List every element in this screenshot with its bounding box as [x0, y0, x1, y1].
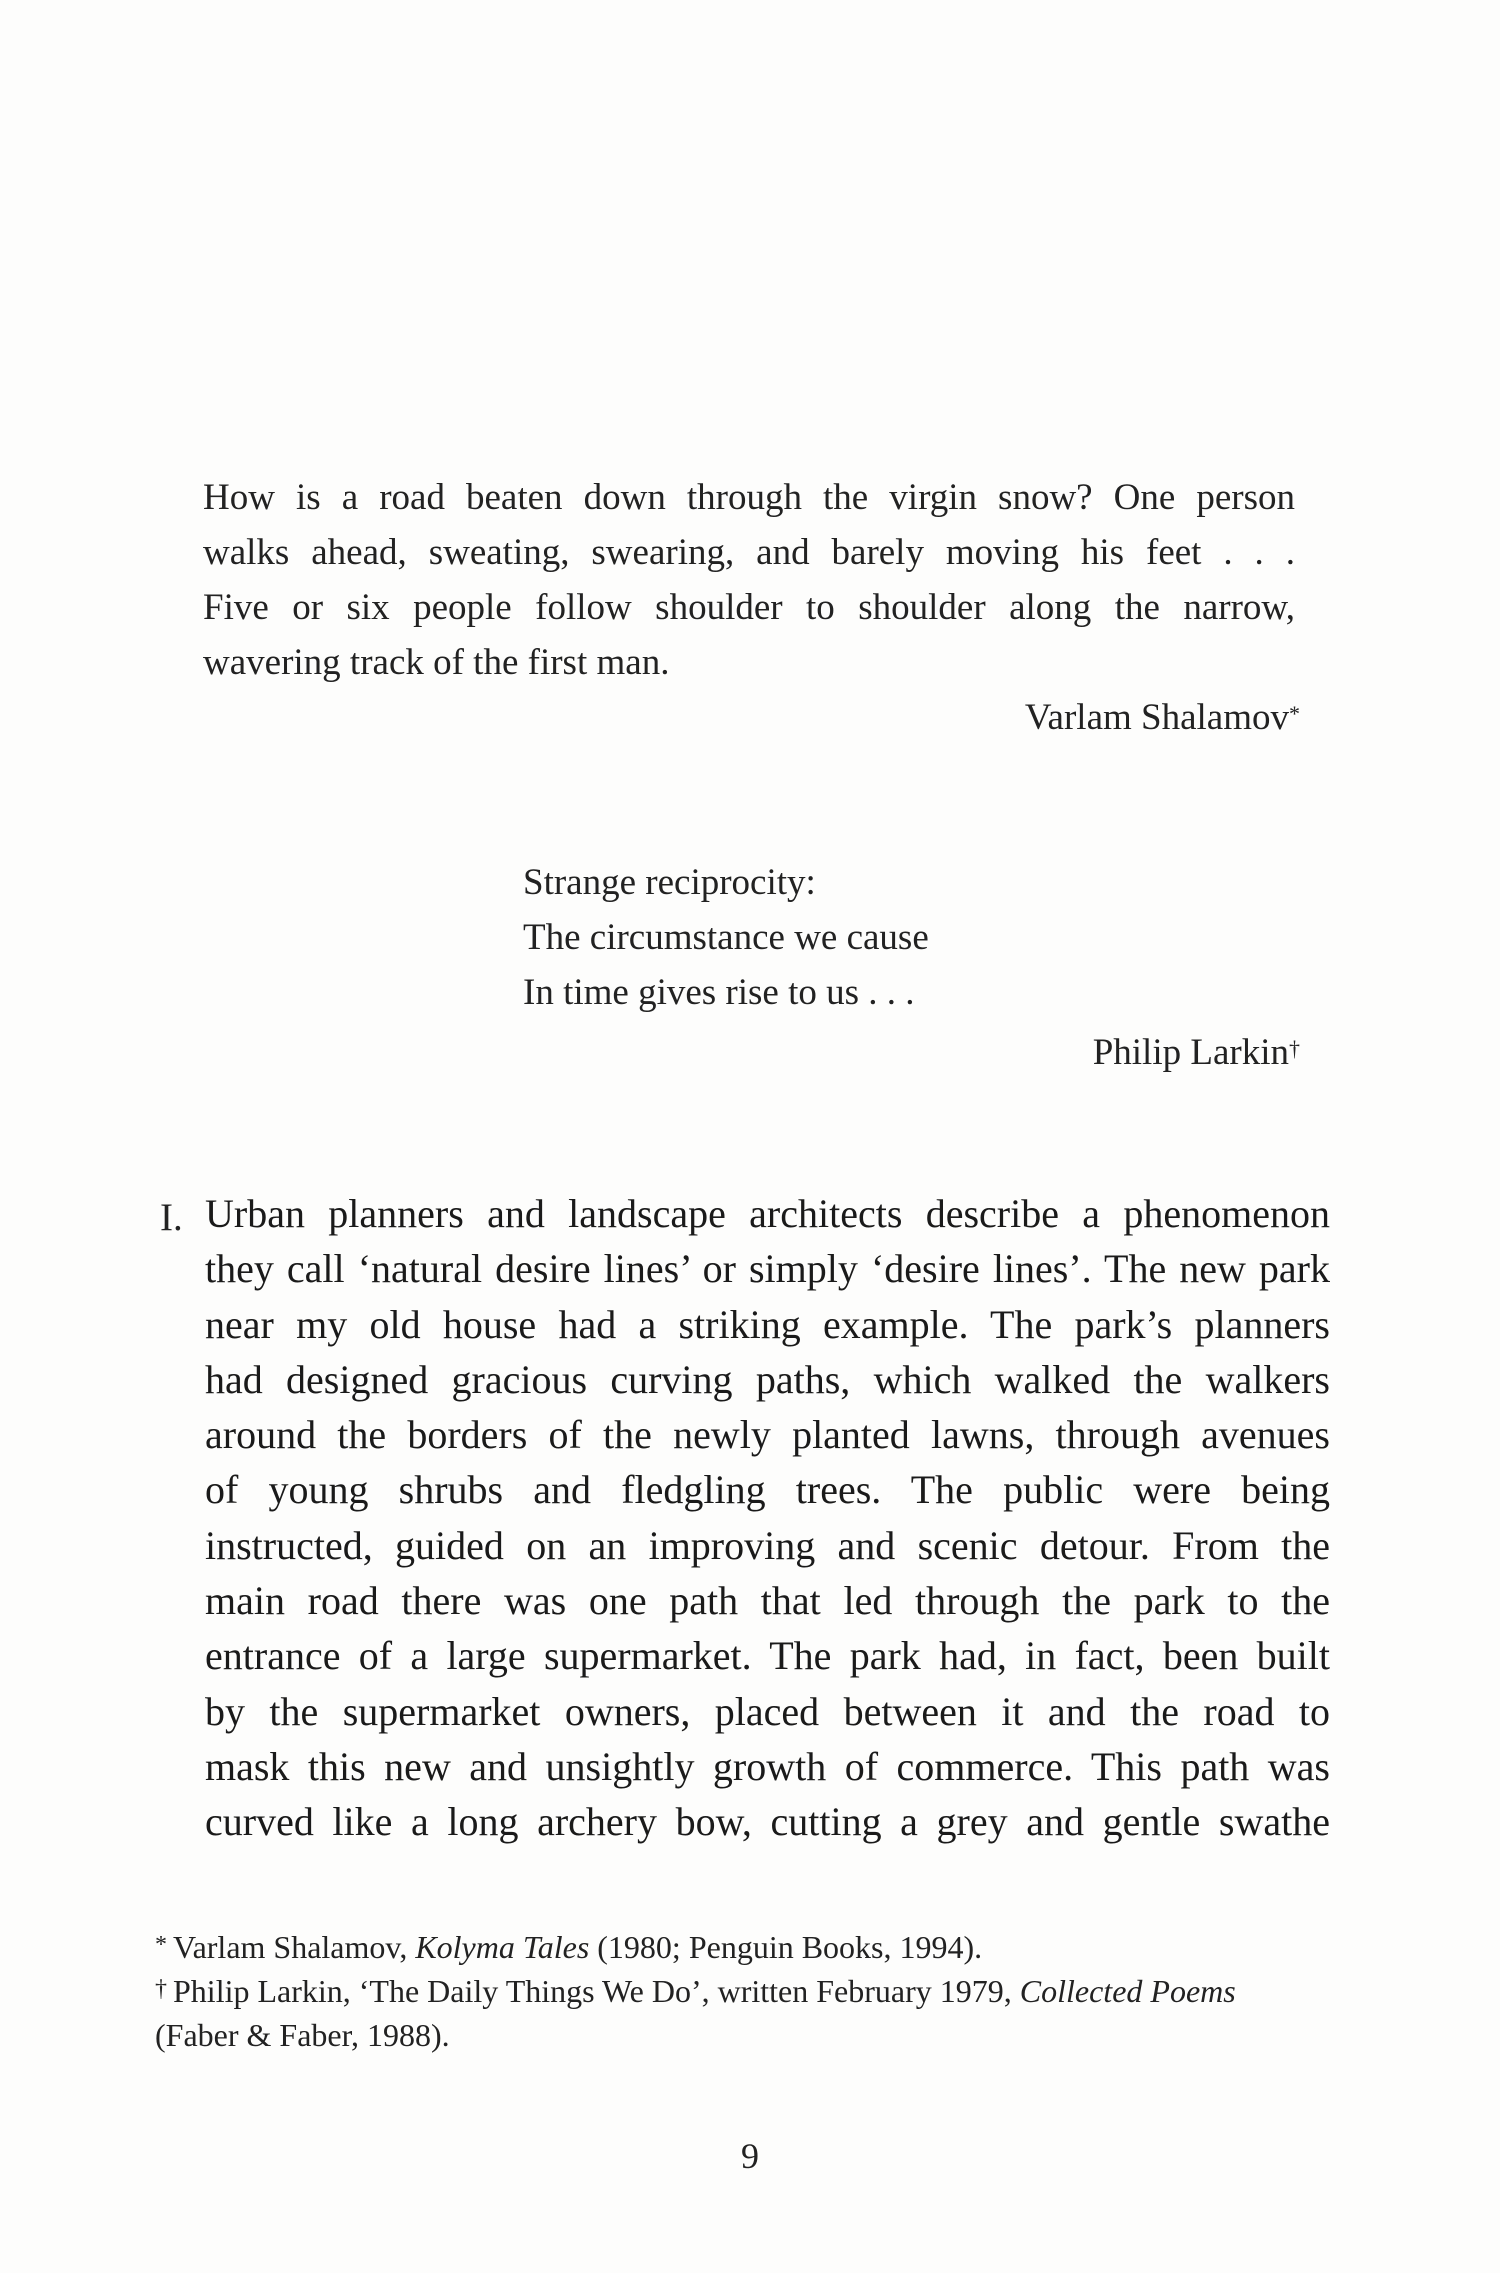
epigraph-attribution-larkin: [1093, 1025, 1300, 1080]
body-line: near my old house had a striking example. The park’s planners: [205, 1301, 1330, 1347]
footnote-text: Varlam Shalamov,: [173, 1929, 416, 1965]
epigraph-line: wavering track of the first man.: [203, 642, 670, 683]
body-line: they call ‘natural desire lines’ or simply ‘desire lines’. The new park: [205, 1246, 1330, 1292]
footnote-continuation: (Faber & Faber, 1988).: [155, 2017, 450, 2053]
body-line: instructed, guided on an improving and scenic detour. From the: [205, 1522, 1330, 1568]
footnote-mark: †: [155, 1976, 167, 2002]
section-number: I.: [160, 1196, 183, 1239]
footnote-text: Philip Larkin, ‘The Daily Things We Do’, written February 1979,: [173, 1973, 1020, 2009]
body-line: main road there was one path that led through the park to the: [205, 1578, 1330, 1624]
footnote-larkin: [155, 1969, 1330, 2057]
attribution-name: Varlam Shalamov: [1024, 697, 1289, 738]
page-number: 9: [741, 2136, 759, 2176]
attribution-name: Philip Larkin: [1092, 1032, 1289, 1073]
footnote-title: Collected Poems: [1019, 1973, 1236, 2009]
verse-line: In time gives rise to us . . .: [523, 972, 915, 1013]
verse-line: Strange reciprocity:: [523, 862, 816, 903]
body-line: mask this new and unsightly growth of commerce. This path was: [205, 1743, 1330, 1789]
body-line: of young shrubs and fledgling trees. The public were being: [205, 1467, 1330, 1513]
footnote-text: (1980; Penguin Books, 1994).: [589, 1929, 983, 1965]
epigraph-larkin-verse: [523, 855, 929, 1020]
body-line: curved like a long archery bow, cutting a grey and gentle swathe: [205, 1799, 1330, 1845]
footnotes: [155, 1925, 1330, 2057]
body-line: around the borders of the newly planted lawns, through avenues: [205, 1412, 1330, 1458]
footnote-reference: *: [1289, 701, 1300, 726]
footnote-title: Kolyma Tales: [415, 1929, 590, 1965]
section-body-text: [205, 1186, 1330, 1850]
verse-line: The circumstance we cause: [523, 917, 929, 958]
footnote-shalamov: [155, 1925, 1330, 1969]
epigraph-line: walks ahead, sweating, swearing, and barely moving his feet . . .: [203, 532, 1295, 573]
body-line: entrance of a large supermarket. The park had, in fact, been built: [205, 1633, 1330, 1679]
body-line: had designed gracious curving paths, which walked the walkers: [205, 1356, 1330, 1402]
footnote-mark: *: [155, 1932, 167, 1958]
epigraph-line: Five or six people follow shoulder to shoulder along the narrow,: [203, 587, 1295, 628]
epigraph-shalamov-quote: [203, 470, 1295, 690]
body-line: Urban planners and landscape architects describe a phenomenon: [205, 1191, 1330, 1236]
footnote-reference: †: [1289, 1036, 1300, 1061]
epigraph-attribution-shalamov: [1025, 690, 1300, 745]
epigraph-line: How is a road beaten down through the virgin snow? One person: [203, 477, 1295, 518]
body-line: by the supermarket owners, placed between it and the road to: [205, 1688, 1330, 1734]
